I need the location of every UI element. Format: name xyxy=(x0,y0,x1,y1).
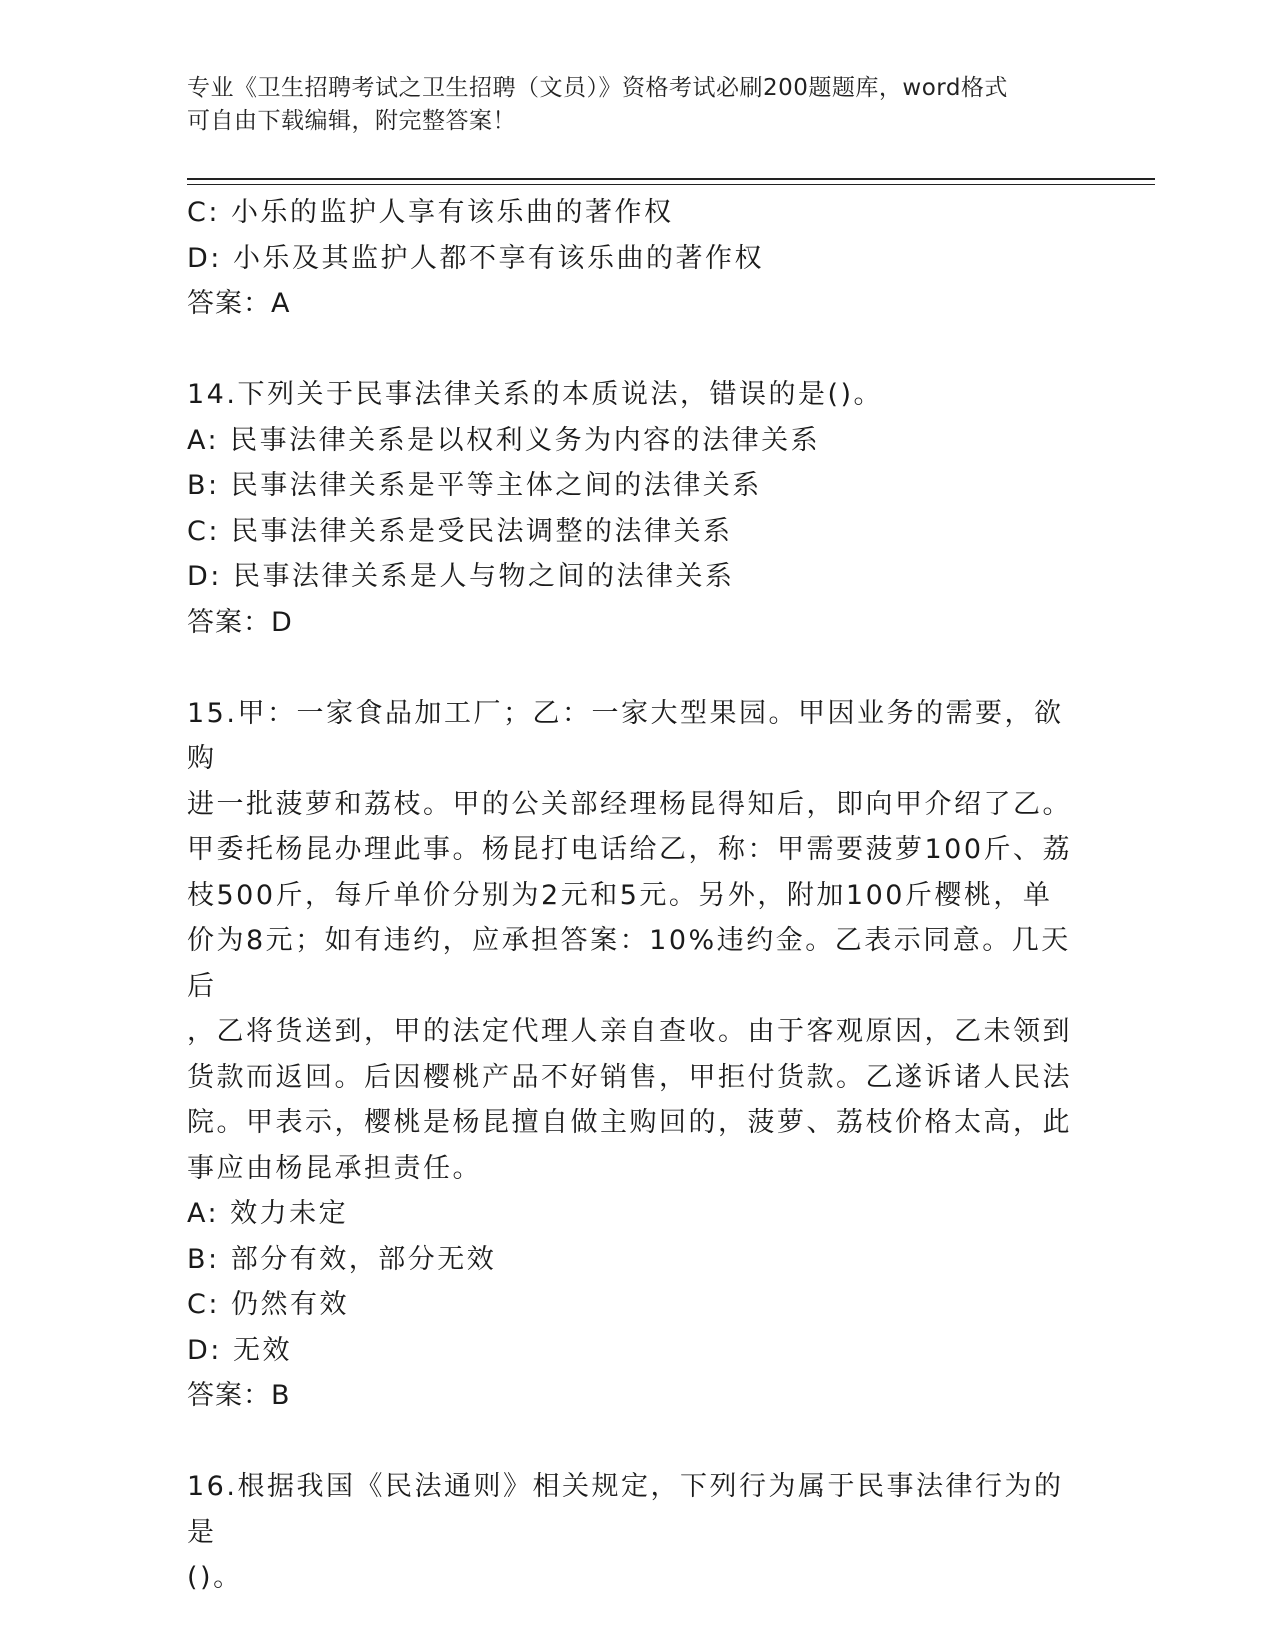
q13-option-d: D: 小乐及其监护人都不享有该乐曲的著作权 xyxy=(187,242,764,274)
q13-answer: 答案：A xyxy=(187,288,291,319)
q15-answer: 答案：B xyxy=(187,1380,291,1411)
q16-question-line-1: 16.根据我国《民法通则》相关规定，下列行为属于民事法律行为的是 xyxy=(187,1471,1064,1548)
q14-option-c: C: 民事法律关系是受民法调整的法律关系 xyxy=(187,515,733,547)
q15-option-b: B: 部分有效，部分无效 xyxy=(187,1243,497,1275)
header-line-1: 专业《卫生招聘考试之卫生招聘（文员）》资格考试必刷200题题库，word格式 xyxy=(187,75,1008,101)
q15-option-a: A: 效力未定 xyxy=(187,1198,349,1229)
q15-line: 15.甲：一家食品加工厂；乙：一家大型果园。甲因业务的需要，欲购 xyxy=(187,697,1064,774)
q15-line: 事应由杨昆承担责任。 xyxy=(187,1152,482,1184)
q15-line: 院。甲表示，樱桃是杨昆擅自做主购回的，菠萝、荔枝价格太高，此 xyxy=(187,1107,1072,1138)
question-14 xyxy=(187,372,1087,645)
q15-option-d: D: 无效 xyxy=(187,1334,292,1366)
header-divider-thin xyxy=(187,184,1155,185)
q15-option-c: C: 仍然有效 xyxy=(187,1289,350,1320)
spacer xyxy=(187,327,1087,373)
q14-option-b: B: 民事法律关系是平等主体之间的法律关系 xyxy=(187,470,762,501)
q14-answer: 答案：D xyxy=(187,606,293,638)
q16-question-line-2: ()。 xyxy=(187,1562,243,1593)
q15-line: 枝500斤，每斤单价分别为2元和5元。另外，附加100斤樱桃，单 xyxy=(187,879,1053,911)
question-15 xyxy=(187,691,1087,1419)
question-16 xyxy=(187,1464,1087,1601)
spacer xyxy=(187,1419,1087,1465)
header-divider-thick xyxy=(187,178,1155,180)
q13-option-c: C: 小乐的监护人享有该乐曲的著作权 xyxy=(187,197,674,228)
document-header xyxy=(187,72,1087,138)
q14-option-a: A: 民事法律关系是以权利义务为内容的法律关系 xyxy=(187,424,821,456)
q15-line: 进一批菠萝和荔枝。甲的公关部经理杨昆得知后，即向甲介绍了乙。 xyxy=(187,788,1072,820)
q15-line: ，乙将货送到，甲的法定代理人亲自查收。由于客观原因，乙未领到 xyxy=(187,1016,1072,1047)
header-line-2: 可自由下载编辑，附完整答案！ xyxy=(187,108,516,134)
spacer xyxy=(187,645,1087,691)
q14-option-d: D: 民事法律关系是人与物之间的法律关系 xyxy=(187,561,735,592)
q15-line: 价为8元；如有违约，应承担答案：10%违约金。乙表示同意。几天后 xyxy=(187,925,1071,1002)
question-13-tail xyxy=(187,190,1087,327)
q15-line: 货款而返回。后因樱桃产品不好销售，甲拒付货款。乙遂诉诸人民法 xyxy=(187,1061,1072,1093)
document-body xyxy=(187,190,1087,1601)
q15-line: 甲委托杨昆办理此事。杨昆打电话给乙，称：甲需要菠萝100斤、荔 xyxy=(187,834,1073,865)
q14-question: 14.下列关于民事法律关系的本质说法，错误的是()。 xyxy=(187,379,884,410)
